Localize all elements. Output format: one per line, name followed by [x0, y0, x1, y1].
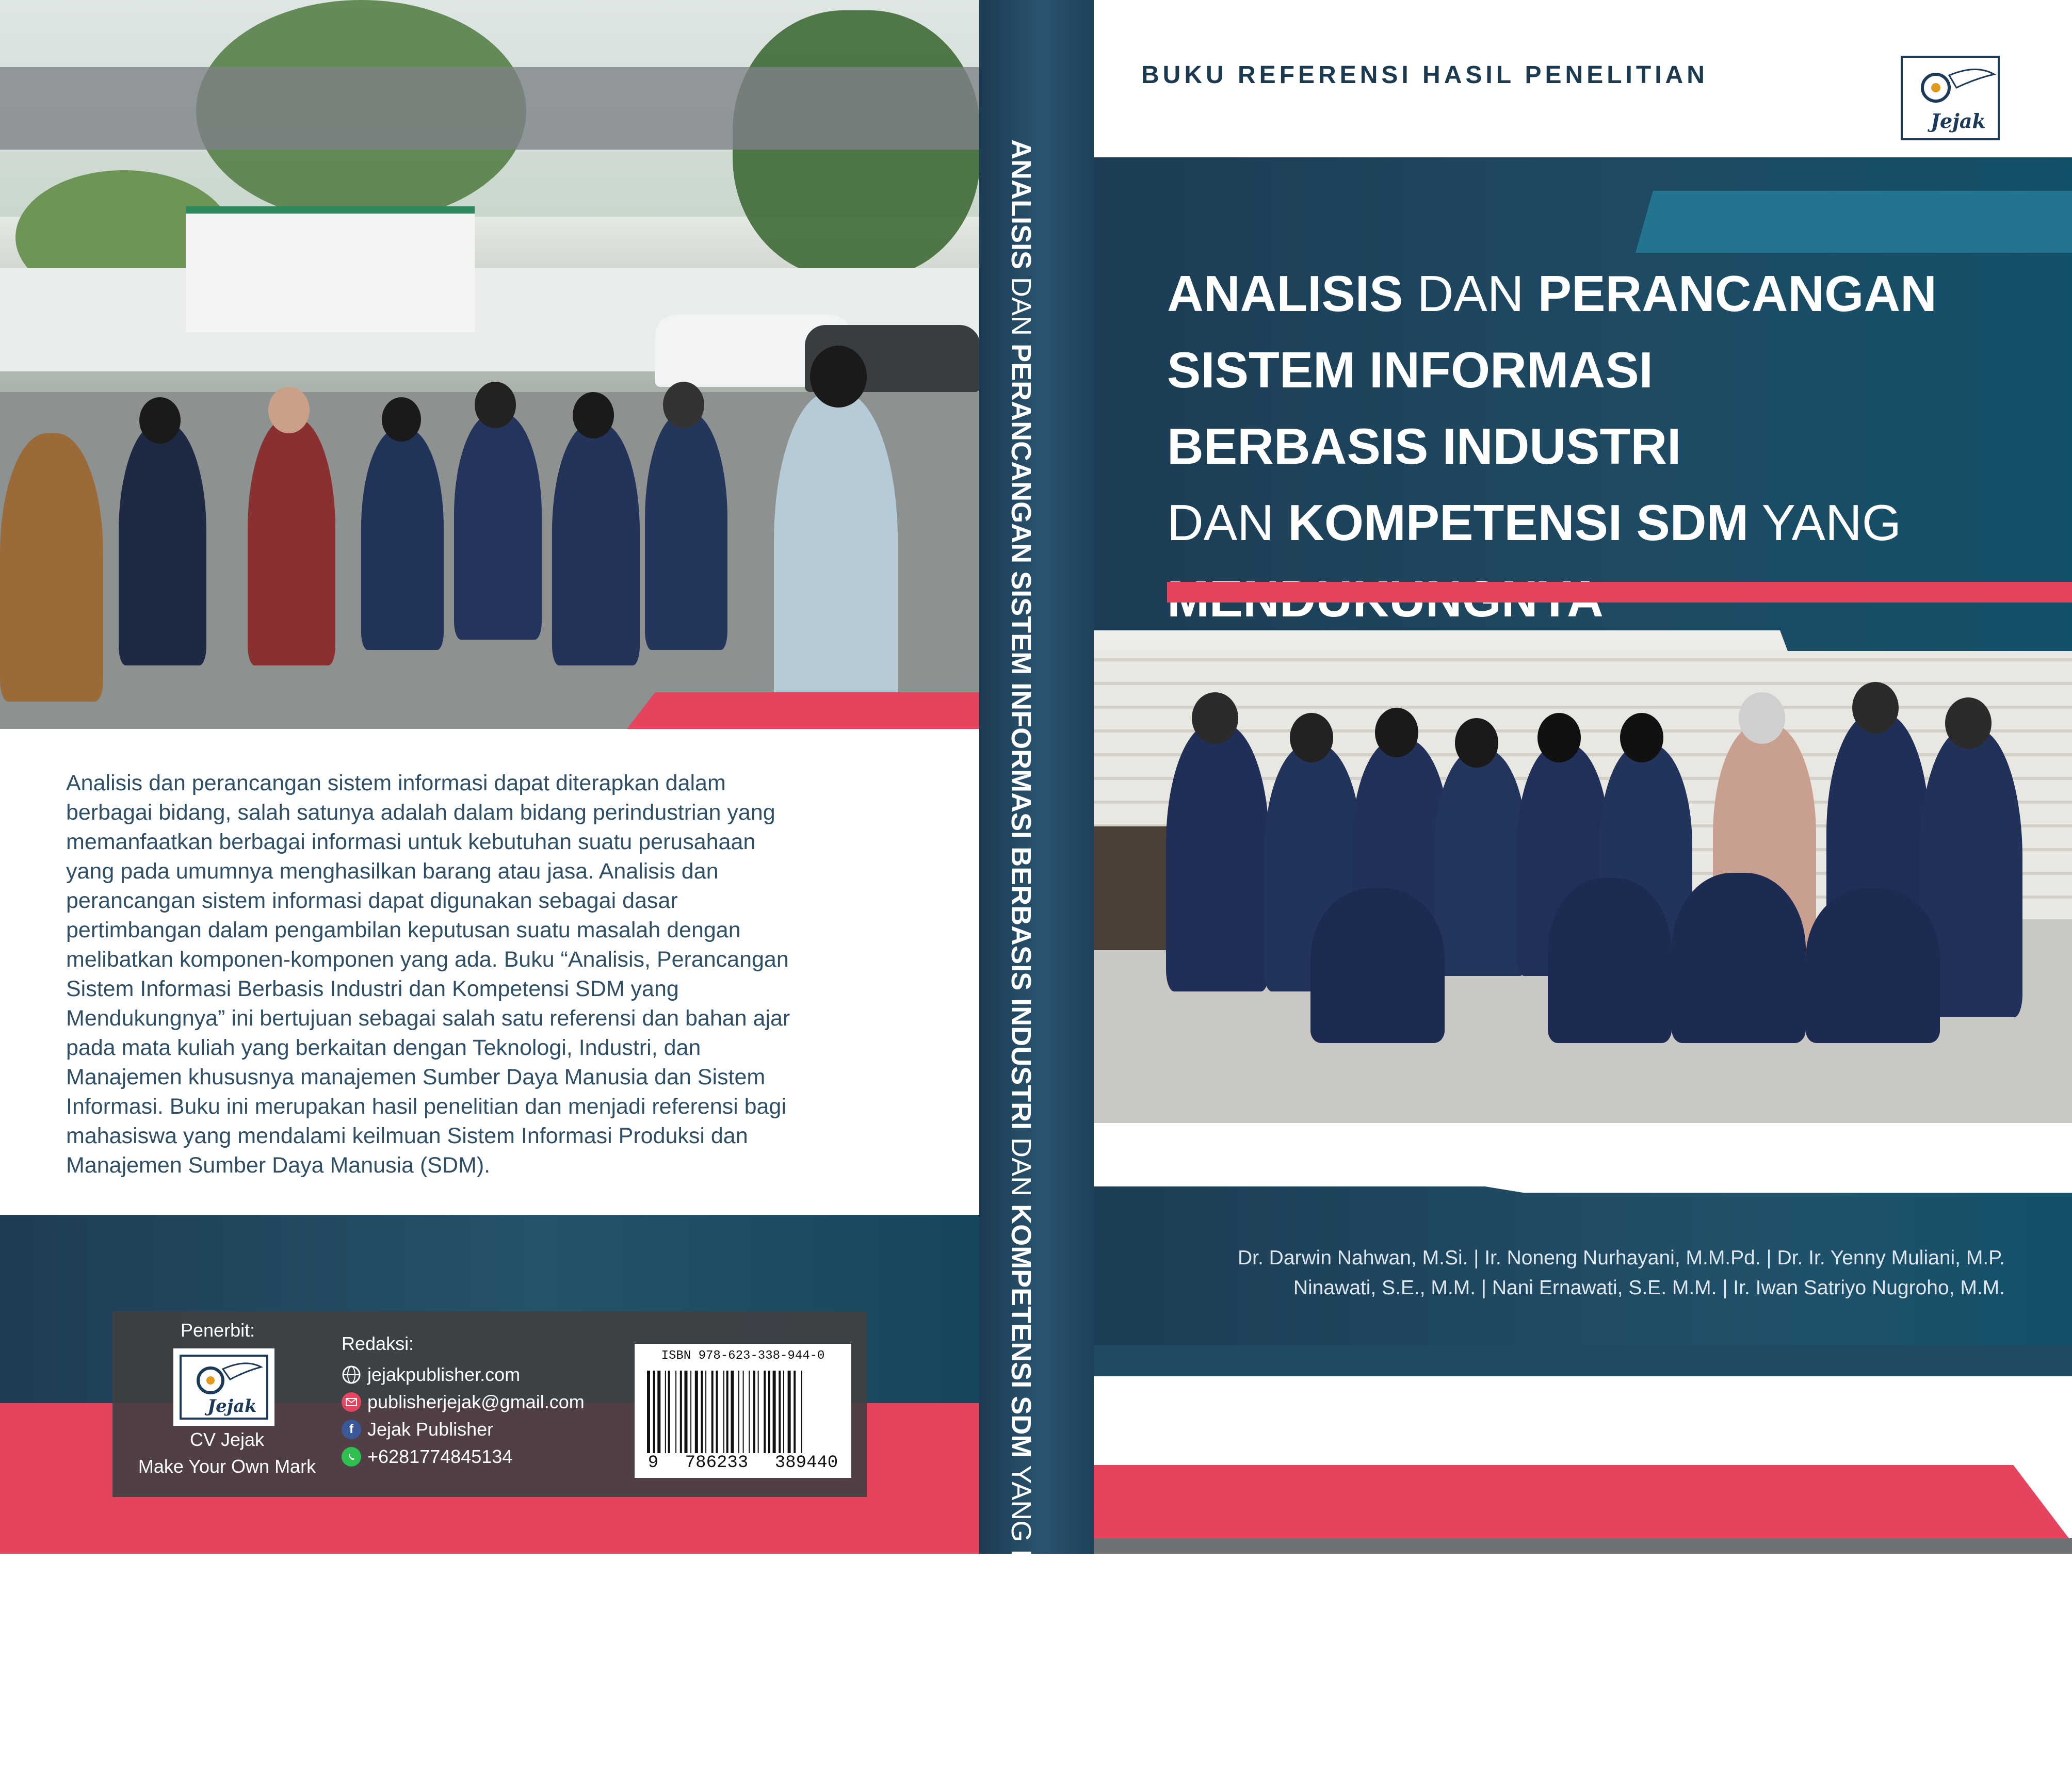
globe-icon: [342, 1365, 361, 1385]
contact-email: [342, 1391, 585, 1413]
front-stripe-dark: [1094, 1345, 2072, 1376]
title-part: DAN: [1403, 265, 1538, 322]
spine-title-part: ANALISIS: [1006, 139, 1037, 270]
isbn-label: ISBN 978-623-338-944-0: [661, 1349, 825, 1363]
description-line: Sistem Informasi Berbasis Industri dan Kompetensi SDM yang: [66, 977, 679, 1001]
facebook-icon: f: [342, 1420, 361, 1439]
description-line: Informasi. Buku ini merupakan hasil penelitian dan menjadi referensi bagi: [66, 1094, 786, 1119]
contact-facebook: [342, 1419, 493, 1440]
website-text: jejakpublisher.com: [367, 1364, 521, 1385]
title-part: YANG: [1749, 494, 1902, 551]
jejak-logo: [173, 1348, 274, 1426]
description-line: Analisis dan perancangan sistem informasi dapat diterapkan dalam: [66, 771, 726, 795]
front-stripe-gray: [1094, 1538, 2072, 1554]
spine-title-part: YANG: [1006, 1458, 1037, 1550]
back-cover-description: [66, 769, 912, 1180]
title-part: KOMPETENSI SDM: [1288, 494, 1749, 551]
description-line: Mendukungnya” ini bertujuan sebagai salah satu referensi dan bahan ajar: [66, 1006, 790, 1031]
authors-line: Dr. Darwin Nahwan, M.Si. | Ir. Noneng Nurhayani, M.M.Pd. | Dr. Ir. Yenny Muliani, M.P.: [1238, 1247, 2005, 1269]
spine-title-part: KOMPETENSI SDM: [1006, 1204, 1037, 1458]
contact-whatsapp: [342, 1446, 512, 1468]
spine-title-part: DAN: [1006, 1130, 1037, 1205]
jejak-logo-wordmark: Jejak: [207, 1396, 257, 1417]
title-part: DAN: [1167, 494, 1288, 551]
isbn-digit-group: 389440: [774, 1453, 838, 1473]
description-line: melibatkan komponen-komponen yang ada. Buku “Analisis, Perancangan: [66, 947, 789, 972]
authors-line: Ninawati, S.E., M.M. | Nani Ernawati, S.E. M.M. | Ir. Iwan Satriyo Nugroho, M.M.: [1293, 1277, 2005, 1299]
description-line: Manajemen khususnya manajemen Sumber Daya Manusia dan Sistem: [66, 1065, 766, 1089]
publisher-label: Penerbit:: [181, 1320, 255, 1341]
isbn-digits: [635, 1453, 851, 1473]
redaksi-label: Redaksi:: [342, 1333, 414, 1354]
spine-title-part: DAN: [1006, 269, 1037, 344]
jejak-logo-wordmark: Jejak: [1931, 109, 1986, 133]
isbn-digit-group: 9: [648, 1453, 659, 1473]
mail-icon: [342, 1392, 361, 1412]
facebook-text: Jejak Publisher: [367, 1419, 494, 1440]
spine-title-part: MENDUKUNGNYA: [1006, 1550, 1037, 1790]
title-part: ANALISIS: [1167, 265, 1403, 322]
spine-title: [1005, 139, 1037, 1790]
title-part: SISTEM INFORMASI: [1167, 341, 1653, 398]
contact-website: [342, 1364, 520, 1386]
front-cover-photo: [1094, 630, 2072, 1123]
description-line: pertimbangan dalam pengambilan keputusan suatu masalah dengan: [66, 918, 741, 942]
description-line: berbagai bidang, salah satunya adalah dalam bidang perindustrian yang: [66, 800, 775, 825]
title-part: BERBASIS INDUSTRI: [1167, 418, 1681, 475]
title-underline-bar: [1167, 582, 2072, 603]
description-line: memanfaatkan berbagai informasi untuk kebutuhan suatu perusahaan: [66, 829, 756, 854]
whatsapp-icon: [342, 1447, 361, 1467]
title-band-accent: [1636, 191, 2072, 253]
book-title: [1167, 255, 1937, 637]
description-line: yang pada umumnya menghasilkan barang atau jasa. Analisis dan: [66, 859, 719, 884]
publisher-motto: Make Your Own Mark: [138, 1456, 316, 1477]
description-line: mahasiswa yang mendalami keilmuan Sistem Informasi Produksi dan: [66, 1124, 748, 1148]
email-text: publisherjejak@gmail.com: [367, 1391, 585, 1412]
author-list: [1114, 1243, 2005, 1303]
whatsapp-text: +6281774845134: [367, 1446, 513, 1467]
isbn-barcode-box: [635, 1344, 851, 1478]
isbn-digit-group: 786233: [685, 1453, 749, 1473]
description-line: Manajemen Sumber Daya Manusia (SDM).: [66, 1153, 491, 1178]
back-photo-accent-stripe: [627, 692, 979, 729]
title-part: PERANCANGAN: [1537, 265, 1937, 322]
description-line: perancangan sistem informasi dapat digunakan sebagai dasar: [66, 888, 678, 913]
publisher-name: CV Jejak: [189, 1429, 265, 1450]
series-label: BUKU REFERENSI HASIL PENELITIAN: [1141, 61, 1708, 89]
spine-title-part: PERANCANGAN SISTEM INFORMASI BERBASIS INDUSTRI: [1006, 344, 1037, 1130]
description-line: pada mata kuliah yang berkaitan dengan Teknologi, Industri, dan: [66, 1035, 701, 1060]
jejak-logo-front: [1899, 54, 2002, 142]
back-photo-overlay-band: [0, 67, 979, 150]
front-stripe-red: [1094, 1465, 2072, 1542]
barcode-icon: [646, 1371, 840, 1453]
